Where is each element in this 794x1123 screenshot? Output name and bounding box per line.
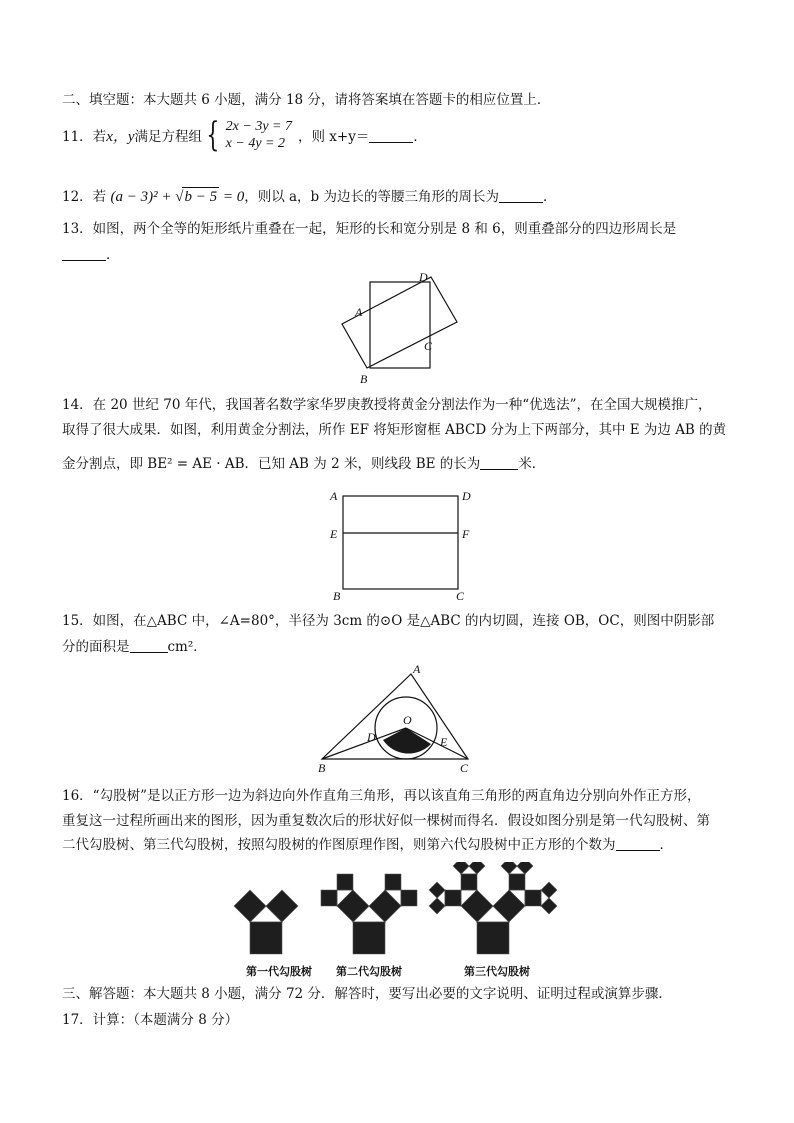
q15-answer-blank <box>130 638 168 653</box>
q11-end: ． <box>413 129 427 145</box>
q14-label-b: B <box>333 589 341 603</box>
q16-caption-1: 第一代勾股树 <box>246 965 312 978</box>
q12-expr3: = 0 <box>219 189 245 205</box>
q14-window-frame <box>343 496 458 589</box>
q13-label-d: D <box>419 270 428 284</box>
q15-label-c: C <box>460 761 469 775</box>
question-16-line3 <box>62 836 673 854</box>
q11-mid: 满足方程组 <box>134 129 203 145</box>
q13-rect-vertical <box>370 282 430 368</box>
tree-square <box>353 922 385 954</box>
q15-label-o: O <box>403 713 412 727</box>
question-16-line1: 16．“勾股树”是以正方形一边为斜边向外作直角三角形，再以该直角三角形的两直角边分别向外作正方形， <box>62 788 701 804</box>
q13-label-b: B <box>360 372 368 386</box>
tree-square <box>321 890 337 906</box>
q13-rect-tilted <box>342 277 457 368</box>
tree-square <box>445 890 461 906</box>
q15-label-b: B <box>318 761 326 775</box>
question-16-line2: 重复这一过程所画出来的图形，因为重复数次后的形状好似一棵树而得名．假设如图分别是第一代勾股树、第 <box>62 813 710 829</box>
question-14-line1: 14．在 20 世纪 70 年代，我国著名数学家华罗庚教授将黄金分割法作为一种“优选法”，在全国大规模推广， <box>62 397 712 413</box>
q15-figure <box>310 660 485 776</box>
q16-figure <box>232 862 564 962</box>
q16-line3b: ． <box>659 837 673 853</box>
tree-square <box>250 922 282 954</box>
q14-label-c: C <box>456 589 465 603</box>
section-heading-solutions: 三、解答题：本大题共 8 小题，满分 72 分．解答时，要写出必要的文字说明、证明过程或演算步骤． <box>62 986 672 1002</box>
q15-label-e: E <box>440 735 448 749</box>
question-17: 17．计算：（本题满分 8 分） <box>62 1012 239 1028</box>
question-15-line1: 15．如图，在△ABC 中，∠A=80°，半径为 3cm 的⊙O 是△ABC 的内切圆，连接 OB，OC，则图中阴影部 <box>62 613 715 629</box>
q14-label-a: A <box>330 489 338 503</box>
q16-caption-3: 第三代勾股树 <box>464 965 530 978</box>
tree-square <box>477 922 509 954</box>
tree-square <box>337 874 353 890</box>
q12-end: ． <box>542 189 557 205</box>
tree-square <box>401 890 417 906</box>
q12-number: 12．若 <box>62 189 111 205</box>
q11-eq1: 2x − 3y = 7 <box>225 119 292 134</box>
q13-figure <box>330 268 470 388</box>
q14-figure <box>325 486 475 604</box>
section-heading-fill-in: 二、填空题：本大题共 6 小题，满分 18 分，请将答案填在答题卡的相应位置上． <box>62 92 551 108</box>
question-14-line3 <box>62 455 545 473</box>
q11-brace: { <box>206 115 220 155</box>
question-15-line2 <box>62 638 207 656</box>
q11-answer-blank <box>369 128 413 143</box>
q14-label-d: D <box>462 489 471 503</box>
q13-label-c: C <box>424 339 433 353</box>
q13-end: ． <box>106 247 120 263</box>
q15-label-d: D <box>367 730 376 744</box>
q14-line3a: 金分割点，即 BE² = AE · AB．已知 AB 为 2 米，则线段 BE 的长为 <box>62 456 481 472</box>
q11-number: 11．若 <box>62 129 107 145</box>
q11-tail: ，则 x+y＝ <box>297 129 370 145</box>
q12-text: ，则以 a，b 为边长的等腰三角形的周长为 <box>244 189 499 205</box>
tree-square <box>509 874 525 890</box>
tree-square <box>525 890 541 906</box>
q12-expr2: b − 5 <box>184 189 218 205</box>
q15-shaded-sector <box>383 728 431 754</box>
q13-label-a: A <box>355 305 363 319</box>
question-11 <box>62 115 427 155</box>
q16-line3a: 二代勾股树、第三代勾股树，按照勾股树的作图原理作图，则第六代勾股树中正方形的个数为 <box>62 837 616 853</box>
tree-square <box>461 874 477 890</box>
q11-equation-system <box>226 118 292 152</box>
q13-answer-blank <box>62 246 106 261</box>
question-13-line1: 13．如图，两个全等的矩形纸片重叠在一起，矩形的长和宽分别是 8 和 6，则重叠部分的四边形周长是 <box>62 221 677 237</box>
q11-vars: x，y <box>106 128 135 145</box>
q15-line2a: 分的面积是 <box>62 639 130 655</box>
tree-square <box>385 874 401 890</box>
q15-label-a: A <box>413 662 421 676</box>
q12-answer-blank <box>499 188 543 203</box>
pythagoras-trees <box>234 862 557 954</box>
question-12 <box>62 187 556 206</box>
q14-line3b: 米． <box>518 456 546 472</box>
question-14-line2: 取得了很大成果．如图，利用黄金分割法，所作 EF 将矩形窗框 ABCD 分为上下两部分，其中 E 为边 AB 的黄 <box>62 422 727 438</box>
question-13-line2 <box>62 246 120 264</box>
q16-caption-2: 第二代勾股树 <box>336 965 402 978</box>
q12-expr1: (a − 3)² + √ <box>110 189 184 205</box>
q16-answer-blank <box>616 836 660 851</box>
q11-eq2: x − 4y = 2 <box>225 136 285 151</box>
q14-answer-blank <box>480 455 518 470</box>
q15-line2b: cm²． <box>167 639 207 655</box>
q14-label-e: E <box>330 527 338 541</box>
q14-label-f: F <box>462 527 470 541</box>
